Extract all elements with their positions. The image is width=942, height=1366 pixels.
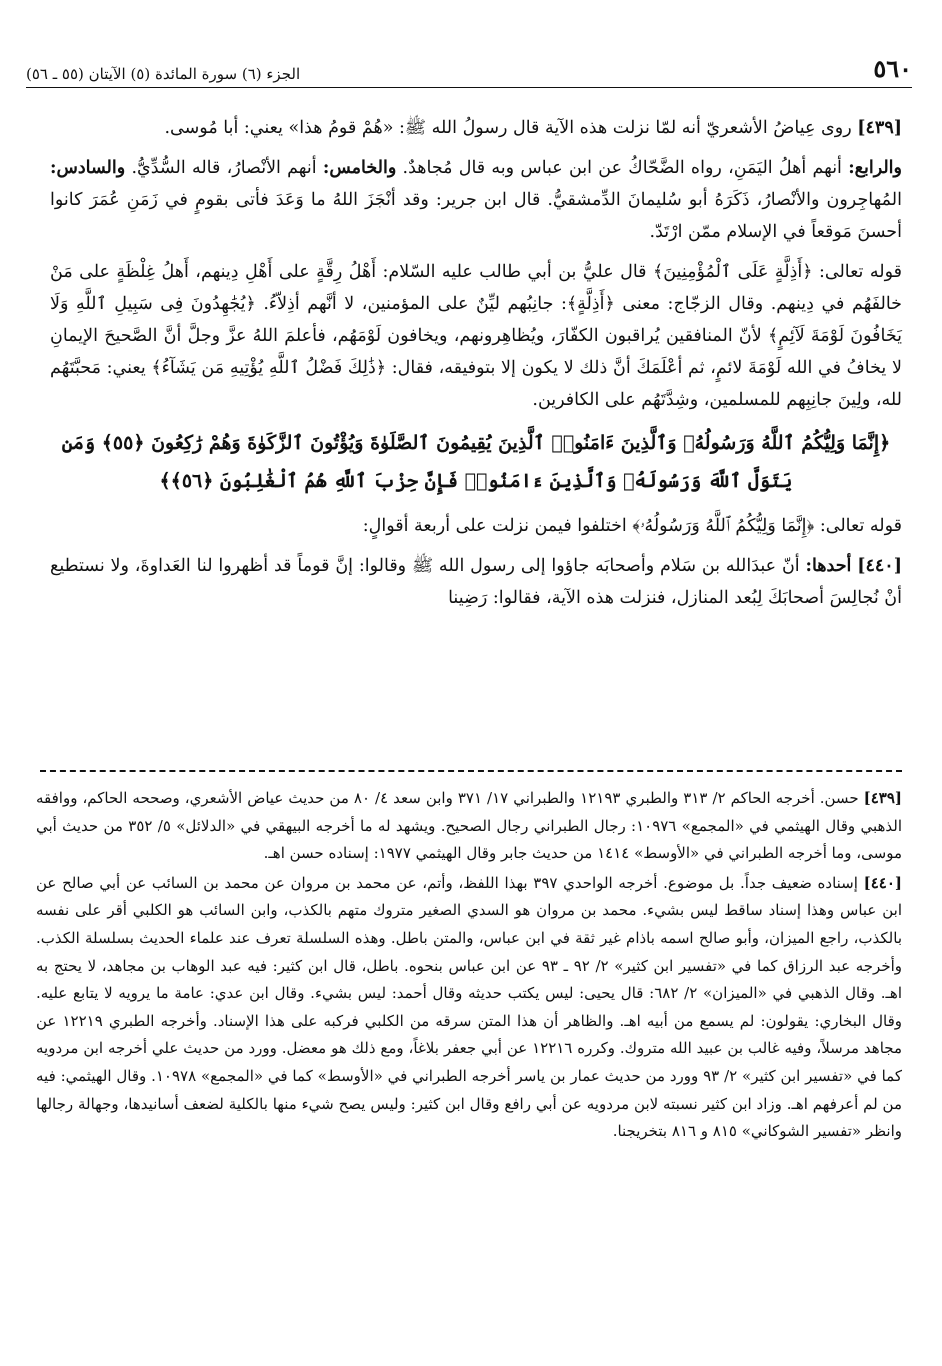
footnote-439	[36, 785, 902, 868]
footnotes	[36, 785, 902, 1148]
paragraph-commentary: قوله تعالى: ﴿أَذِلَّةٍ عَلَى ٱلْمُؤْمِنِينَ﴾ قال عليُّ بن أبي طالب عليه السّلام: أَهْلُ رِقَّةٍ على أَهْلِ دِينهم، أَهلُ غِلْظَةٍ على مَنْ خالفَهُم في دِينهم. وقال الزجّاج: معنى ﴿أَذِلَّةٍ﴾: جانِبُهم ليِّنٌ على المؤمنين، لا أنَّهم أذِلاّءُ. ﴿يُجَٰهِدُونَ فِى سَبِيلِ ٱللَّهِ وَلَا يَخَافُونَ لَوْمَةَ لَآئِمٍ﴾ لأنّ المنافقين يُراقبون الكفّارَ، ويُظاهِرونهم، ويخافون لَوْمَهُم، فأعلمَ اللهُ عزَّ وجلَّ أنَّ الصَّحيحَ الإيمانِ لا يخافُ في الله لَوْمَةَ لائمٍ، ثم أعْلَمَكَ أنَّ ذلك لا يكون إلا بتوفيقه، فقال: ﴿ذَٰلِكَ فَضْلُ ٱللَّهِ يُؤْتِيهِ مَن يَشَآءُ﴾ يعني: مَحبَّتَهُم لله، ولِينَ جانِبِهم للمسلمين، وشِدَّتَهُم على الكافرين.	[50, 262, 902, 410]
page-number: ٥٦٠	[873, 54, 912, 83]
running-head: الجزء (٦) سورة المائدة (٥) الآيتان (٥٥ ـ ٥٦)	[26, 65, 301, 83]
footnote-440-text: إسناده ضعيف جداً. بل موضوع. أخرجه الواحدي ٣٩٧ بهذا اللفظ، وأتم، عن محمد بن مروان عن محمد بن السائب عن أبي صالح عن ابن عباس وهذا إسناد ساقط ليس بشيء. محمد بن مروان هو السدي الصغير متروك متهم بالكذب، وابن السائب هو الكلبي أقر على نفسه بالكذب، راجع الميزان، وأبو صالح اسمه باذام غير ثقة في ابن عباس، والمتن باطل. وهذه السلسلة تعرف عند علماء الحديث بسلسلة الكذب. وأخرجه عبد الرزاق كما في «تفسير ابن كثير» ٢/ ٩٢ ـ ٩٣ عن ابن عباس بنحوه. باطل، قال ابن كثير: فيه عبد الوهاب بن مجاهد، لا يحتج به اهـ. وقال الذهبي في «الميزان» ٢/ ٦٨٢: قال يحيى: ليس يكتب حديثه وقال أحمد: ليس بشيء. وقال ابن عدي: عامة ما يرويه لا يتابع عليه. وقال البخاري: يقولون: لم يسمع من أبيه اهـ. والظاهر أن هذا المتن سرقه من الكلبي فركبه على هذا الإسناد. وأخرجه الطبري ١٢٢١٩ عن مجاهد مرسلاً، وفيه غالب بن عبيد الله متروك. وكرره ١٢٢١٦ عن أبي جعفر بلاغاً، ومع ذلك هو معضل. وورد من حديث علي أخرجه ابن مردويه كما في «تفسير ابن كثير» ٢/ ٩٣ وورد من حديث عمار بن ياسر أخرجه الطبراني في «الأوسط» كما في «المجمع» ١٠٩٧٨. وقال الهيثمي: فيه من لم أعرفهم اهـ. وزاد ابن كثير نسبته لابن مردويه عن أبي رافع وقال ابن كثير: وليس يصح شيء منها بالكلية لضعف أسانيدها، وجهالة رجالها وانظر «تفسير الشوكاني» ٨١٥ و ٨١٦ بتخريجنا.	[36, 873, 903, 1141]
footnote-ref-440: [٤٤٠]	[863, 873, 902, 892]
paragraph-opinions	[50, 152, 902, 248]
opinion-5-lead: والخامس:	[322, 158, 397, 178]
opinion-5-text: أنهم الأنْصارُ، قاله السُّدِّيُّ.	[131, 158, 317, 178]
opinion-4-lead: والرابع:	[848, 158, 902, 178]
paragraph-439-text: روى عِياضُ الأشعريّ أنه لمّا نزلت هذه الآية قال رسولُ الله ﷺ: «هُمْ قومُ هذا» يعني: أبا مُوسى.	[164, 118, 852, 138]
paragraph-440	[50, 550, 902, 614]
opinion-6-text: المُهاجِرون والأنْصارُ، ذَكَرَهُ أبو سُليمانَ الدِّمشقيُّ. قال ابن جرير: وقد أنْجَزَ اللهُ ما وَعَدَ فأتى بقومٍ في زَمَنِ عُمَرَ كانوا أحسنَ مَوقعاً في الإسلام ممّن ارْتَدّ.	[50, 190, 902, 242]
hadith-ref-439: [٤٣٩]	[857, 118, 902, 138]
opinion-1-lead: أحدها:	[805, 556, 852, 576]
hadith-ref-440: [٤٤٠]	[857, 556, 902, 576]
footnote-440	[36, 870, 902, 1146]
footnote-439-text: حسن. أخرجه الحاكم ٢/ ٣١٣ والطبري ١٢١٩٣ والطبراني ١٧/ ٣٧١ وابن سعد ٤/ ٨٠ من حديث عياض الأشعري، وصححه الحاكم، ووافقه الذهبي وقال الهيثمي في «المجمع» ١٠٩٧٦: رجال الطبراني رجال الصحيح. ويشهد له ما أخرجه البيهقي في «الدلائل» ٥/ ٣٥٢ من حديث أبي موسى، وما أخرجه الطبراني في «الأوسط» ١٤١٤ من حديث جابر وقال الهيثمي ١٩٧٧: إسناده حسن اهـ.	[36, 789, 903, 863]
quran-verse: ﴿إِنَّمَا وَلِيُّكُمُ ٱللَّهُ وَرَسُولُهُۥ وَٱلَّذِينَ ءَامَنُوا۟ ٱلَّذِينَ يُقِيمُونَ ٱلصَّلَوٰةَ وَيُؤْتُونَ ٱلزَّكَوٰةَ وَهُمْ رَٰكِعُونَ ﴿٥٥﴾ وَمَن يَتَوَلَّ ٱللَّهَ وَرَسُولَهُۥ وَٱلَّذِينَ ءَامَنُوا۟ فَإِنَّ حِزْبَ ٱللَّهِ هُمُ ٱلْغَٰلِبُونَ ﴿٥٦﴾﴾	[61, 432, 891, 492]
footnote-ref-439: [٤٣٩]	[863, 789, 902, 807]
main-text	[50, 112, 902, 622]
paragraph-verse-intro: قوله تعالى: ﴿إِنَّمَا وَلِيُّكُمُ ٱللَّهُ وَرَسُولُهُۥ﴾ اختلفوا فيمن نزلت على أربعة أقوالٍ:	[362, 516, 902, 536]
opinion-6-lead: والسادس:	[50, 158, 126, 178]
opinion-4-text: أنهم أهلُ اليَمَنِ، رواه الضَّحّاكُ عن ابن عباس وبه قال مُجاهدٌ.	[402, 158, 842, 178]
paragraph-439	[50, 112, 902, 144]
footnote-separator	[40, 770, 902, 772]
paragraph-440-text: أنّ عبدَالله بن سَلام وأصحابَه جاؤوا إلى رسول الله ﷺ وقالوا: إنَّ قوماً قد أظهروا لنا العَداوةَ، ولا نستطيع أنْ نُجالِسَ أصحابَكَ لِبُعد المنازل، فنزلت هذه الآية، فقالوا: رَضِينا	[50, 556, 902, 608]
page-header	[26, 52, 912, 88]
